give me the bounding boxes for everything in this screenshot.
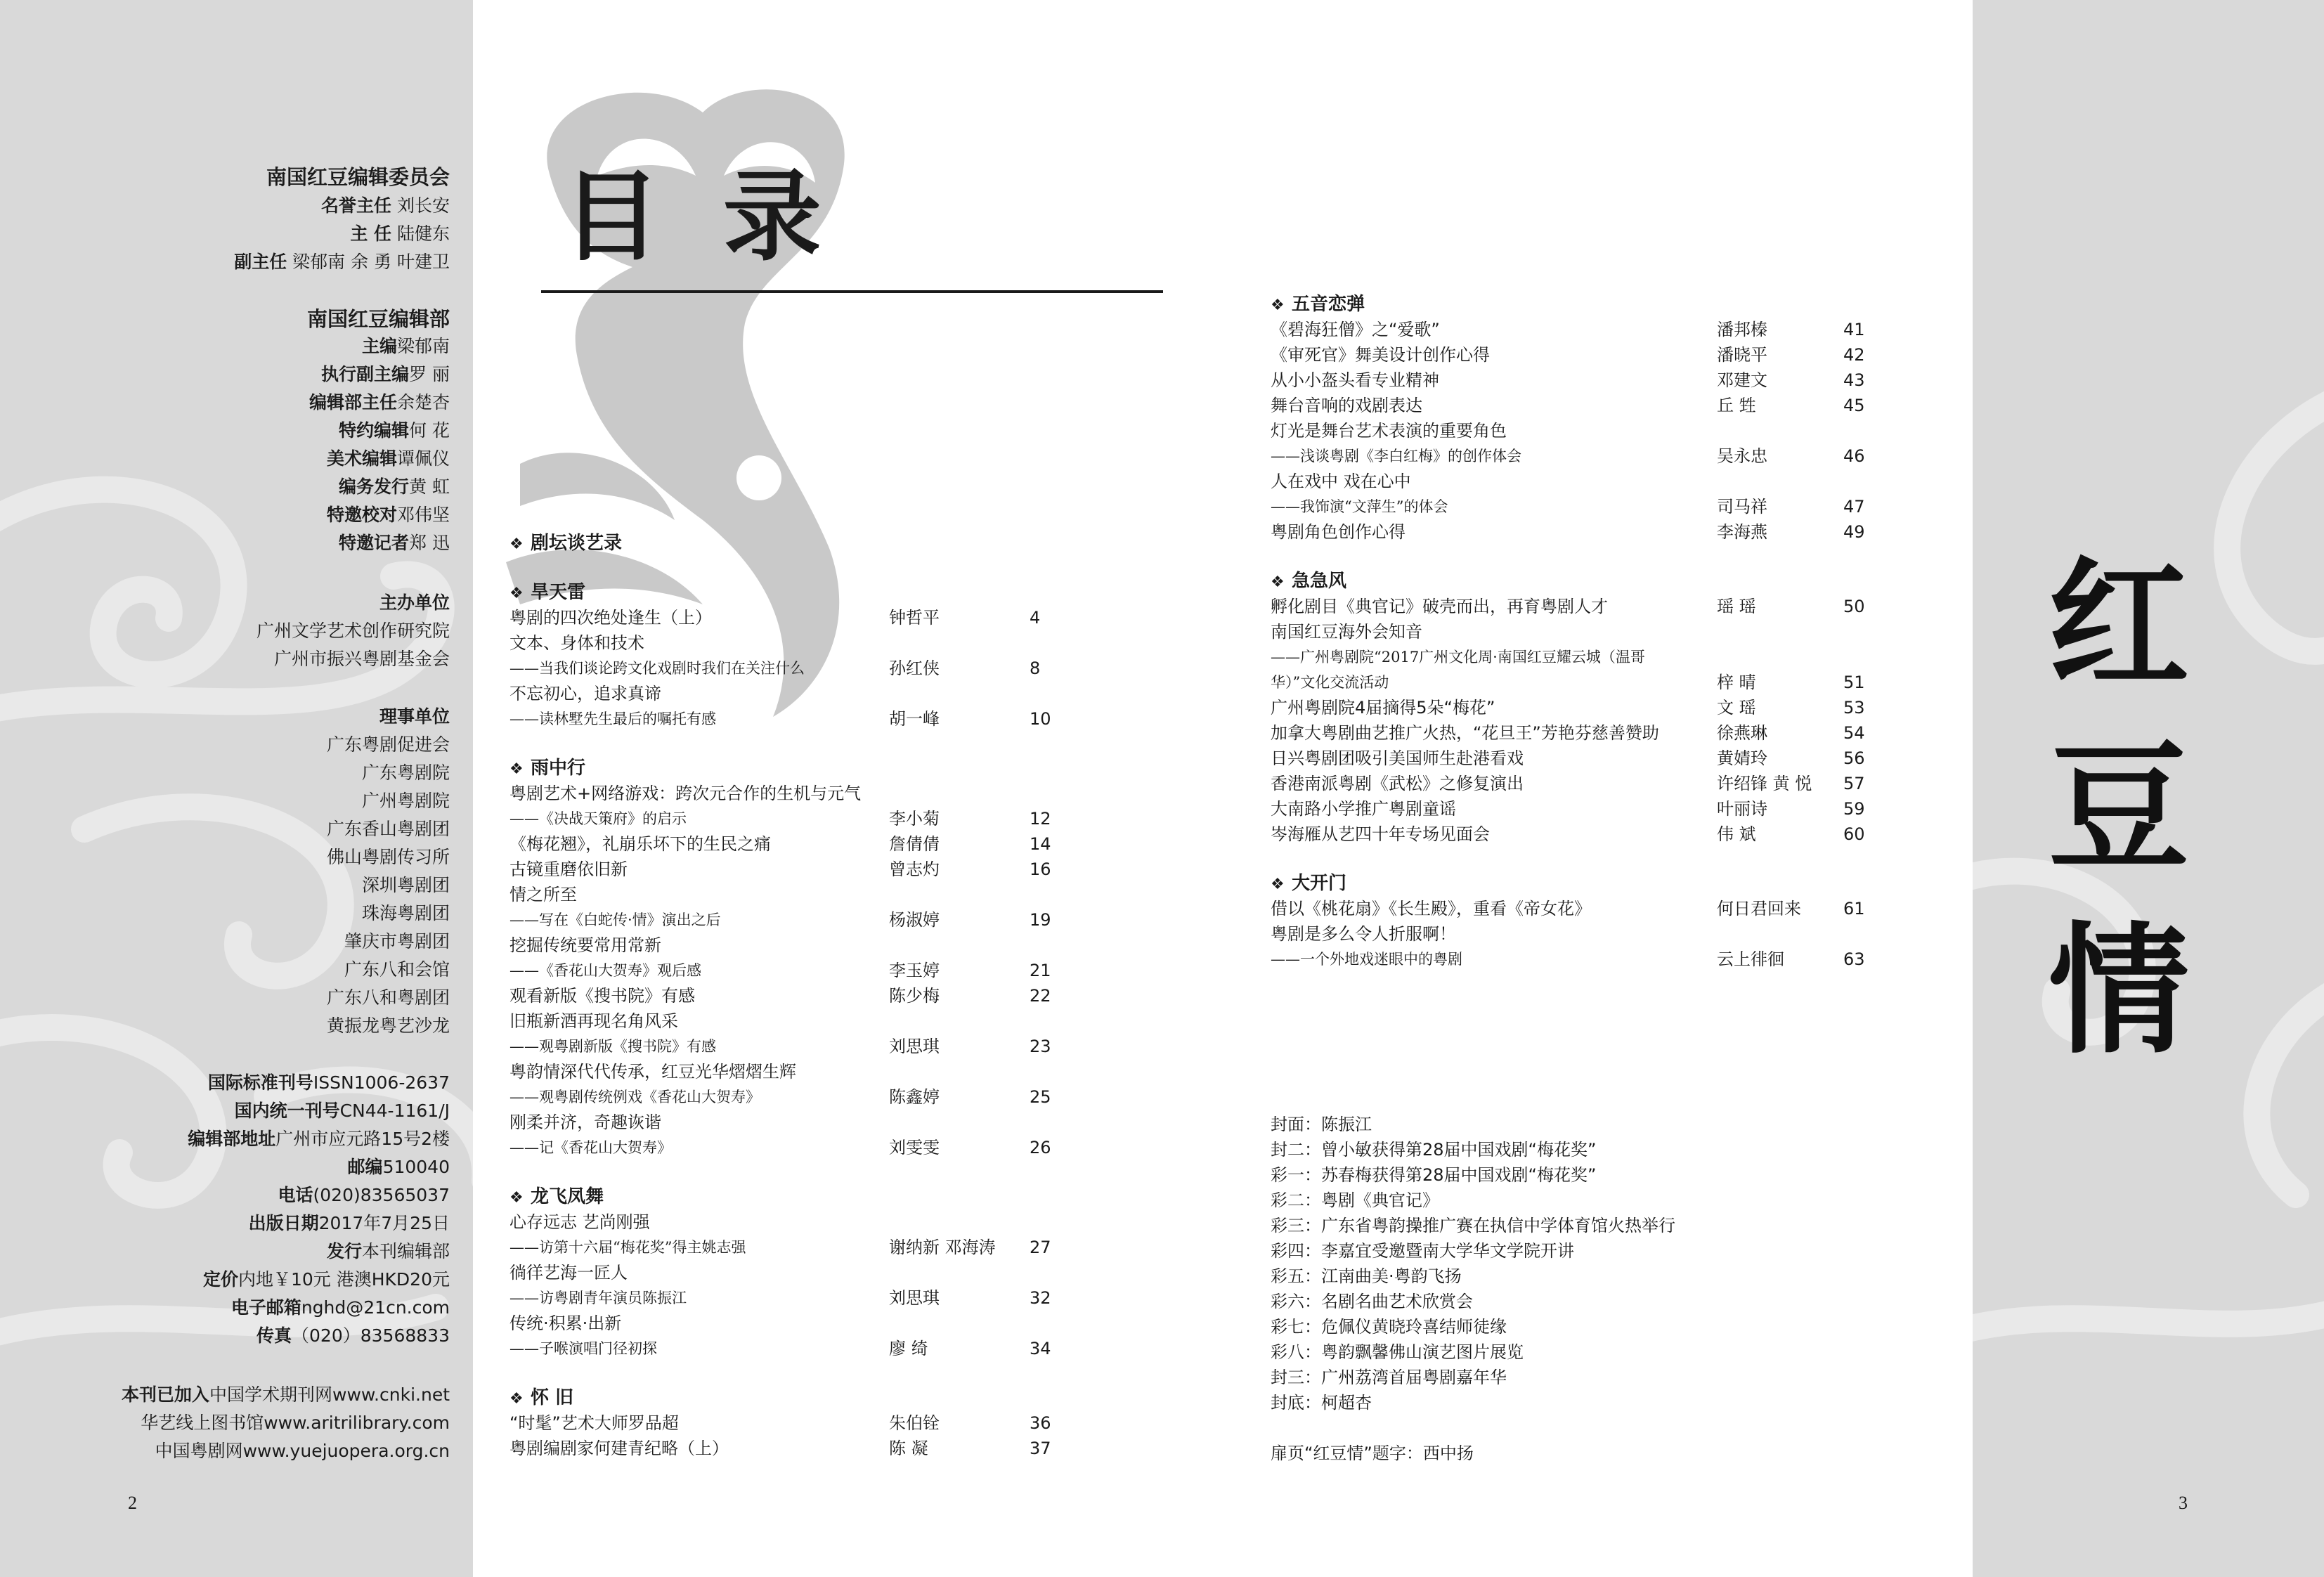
entry-author: 瑶 瑶 <box>1717 597 1756 616</box>
section-name: 龙飞凤舞 <box>531 1186 604 1207</box>
entry-author: 何日君回来 <box>1717 899 1801 919</box>
entry-title: 大南路小学推广粤剧童谣 <box>1271 799 1456 819</box>
entry-page: 61 <box>1843 899 1865 919</box>
info-row: 出版日期2017年7月25日 <box>248 1213 450 1233</box>
entry-title: 香港南派粤剧《武松》之修复演出 <box>1271 774 1524 793</box>
ornament-icon: ❖ <box>509 536 524 553</box>
council-item: 广东粤剧促进会 <box>326 734 450 755</box>
entry-author: 陈 凝 <box>889 1439 928 1458</box>
entry-page: 27 <box>1030 1238 1051 1257</box>
entry-author: 李玉婷 <box>889 961 940 980</box>
toc-entry[interactable] <box>509 1084 1142 1110</box>
entry-page: 60 <box>1843 824 1865 844</box>
entry-title: 《梅花翘》，礼崩乐坏下的生民之痛 <box>509 834 771 854</box>
council-item: 佛山粤剧传习所 <box>326 847 450 867</box>
committee-title: 南国红豆编辑委员会 <box>266 165 450 189</box>
credit-line: 彩五：江南曲美·粤韵飞扬 <box>1271 1266 1462 1286</box>
title-credit: 扉页“红豆情”题字：西中扬 <box>1271 1443 1474 1463</box>
dept-row: 特邀记者郑 迅 <box>339 533 450 553</box>
entry-author: 邓建文 <box>1717 370 1767 390</box>
entry-title: ——《决战天策府》的启示 <box>509 810 687 827</box>
ornament-icon: ❖ <box>509 585 524 602</box>
credit-line: 彩二：粤剧《典官记》 <box>1271 1190 1439 1210</box>
toc-entry[interactable] <box>509 1110 1142 1135</box>
entry-title: 刚柔并济，奇趣诙谐 <box>509 1112 661 1132</box>
entry-title: 旧瓶新酒再现名角风采 <box>509 1011 678 1031</box>
dept-row: 执行副主编罗 丽 <box>321 364 450 384</box>
toc-entry[interactable] <box>1271 720 1903 746</box>
credit-line: 封底：柯超杏 <box>1271 1393 1372 1413</box>
entry-title: 孵化剧目《典官记》破壳而出，再育粤剧人才 <box>1271 597 1608 616</box>
toc-entry[interactable] <box>1271 695 1903 720</box>
entry-author: 陈鑫婷 <box>889 1087 940 1107</box>
info-row: 邮编510040 <box>347 1157 450 1177</box>
ornament-icon: ❖ <box>509 760 524 778</box>
toc-entry[interactable] <box>509 907 1142 933</box>
entry-title: 岑海雁从艺四十年专场见面会 <box>1271 824 1490 844</box>
toc-entry[interactable] <box>509 1285 1142 1311</box>
entry-title: 舞台音响的戏剧表达 <box>1271 396 1422 415</box>
info-row: 电子邮箱nghd@21cn.com <box>231 1297 450 1318</box>
toc-entry[interactable] <box>1271 947 1903 972</box>
section-heading <box>1271 292 1365 318</box>
toc-entry[interactable] <box>1271 418 1903 443</box>
index-link: 华艺线上图书馆www.aritrilibrary.com <box>141 1413 450 1433</box>
council-item: 黄振龙粤艺沙龙 <box>326 1015 450 1036</box>
credit-line: 彩八：粤韵飘馨佛山演艺图片展览 <box>1271 1342 1524 1362</box>
page-number-right: 3 <box>2179 1493 2188 1513</box>
entry-author: 钟哲平 <box>889 608 940 628</box>
toc-entry[interactable] <box>1271 771 1903 796</box>
entry-title: ——我饰演“文萍生”的体会 <box>1271 498 1448 515</box>
toc-entry[interactable] <box>509 605 1142 630</box>
calligraphy-love: 情 <box>2049 908 2190 1073</box>
council-item: 广东粤剧院 <box>361 762 450 783</box>
toc-entry[interactable] <box>509 630 1142 656</box>
entry-page: 37 <box>1030 1439 1051 1458</box>
dept-row: 编务发行黄 虹 <box>339 476 450 497</box>
entry-title: 灯光是舞台艺术表演的重要角色 <box>1271 421 1507 441</box>
committee-row: 主 任 陆健东 <box>350 223 450 244</box>
toc-entry[interactable] <box>509 1235 1142 1260</box>
entry-page: 34 <box>1030 1339 1051 1358</box>
entry-author: 刘雯雯 <box>889 1138 940 1157</box>
section-name: 大开门 <box>1292 873 1347 894</box>
toc-entry[interactable] <box>509 1260 1142 1285</box>
toc-entry[interactable] <box>509 1034 1142 1059</box>
credit-line: 彩七：危佩仪黄晓玲喜结师徒缘 <box>1271 1317 1507 1337</box>
entry-author: 云上徘徊 <box>1717 949 1784 969</box>
entry-author: 许绍锋 黄 悦 <box>1717 774 1812 793</box>
entry-title: 《碧海狂僧》之“爱歌” <box>1271 320 1440 339</box>
host-item: 广州文学艺术创作研究院 <box>256 621 450 641</box>
ornament-icon: ❖ <box>509 1189 524 1207</box>
entry-title: 日兴粤剧团吸引美国师生赴港看戏 <box>1271 748 1524 768</box>
entry-title: ——《香花山大贺寿》观后感 <box>509 962 701 979</box>
entry-page: 32 <box>1030 1288 1051 1308</box>
entry-title: ——访粤剧青年演员陈振江 <box>509 1290 687 1306</box>
entry-page: 53 <box>1843 698 1865 718</box>
entry-title: 粤剧编剧家何建青纪略（上） <box>509 1439 729 1458</box>
section-name: 怀 旧 <box>531 1387 574 1408</box>
entry-title: ——观粤剧新版《搜书院》有感 <box>509 1038 716 1055</box>
toc-entry[interactable] <box>1271 317 1903 342</box>
entry-page: 22 <box>1030 986 1051 1006</box>
toc-entry[interactable] <box>509 706 1142 732</box>
entry-page: 49 <box>1843 522 1865 542</box>
ornament-icon: ❖ <box>1271 573 1285 591</box>
toc-entry[interactable] <box>1271 594 1903 619</box>
toc-title: 目 录 <box>562 160 836 275</box>
entry-author: 吴永忠 <box>1717 446 1767 466</box>
entry-author: 朱伯铨 <box>889 1413 940 1433</box>
entry-author: 伟 斌 <box>1717 824 1756 844</box>
entry-page: 54 <box>1843 723 1865 743</box>
entry-title: 从小小盔头看专业精神 <box>1271 370 1439 390</box>
info-row: 电话(020)83565037 <box>278 1185 450 1205</box>
entry-page: 16 <box>1030 859 1051 879</box>
section-name: 五音恋弹 <box>1292 294 1365 315</box>
council-item: 广东香山粤剧团 <box>326 819 450 839</box>
entry-title: 挖掘传统要常用常新 <box>509 935 661 955</box>
entry-title: 文本、身体和技术 <box>509 633 644 653</box>
index-link: 中国粤剧网www.yuejuopera.org.cn <box>155 1441 450 1461</box>
dept-row: 主编梁郁南 <box>361 336 450 356</box>
entry-author: 黄婧玲 <box>1717 748 1767 768</box>
entry-title: 粤剧艺术+网络游戏：跨次元合作的生机与元气 <box>509 784 862 803</box>
section-heading <box>1271 569 1346 595</box>
entry-author: 胡一峰 <box>889 709 940 729</box>
entry-author: 刘思琪 <box>889 1037 940 1056</box>
toc-entry[interactable] <box>509 857 1142 882</box>
toc-entry[interactable] <box>509 806 1142 831</box>
toc-entry[interactable] <box>509 983 1142 1008</box>
toc-entry[interactable] <box>1271 644 1903 670</box>
toc-entry[interactable] <box>1271 368 1903 393</box>
entry-author: 李海燕 <box>1717 522 1767 542</box>
toc-entry[interactable] <box>1271 519 1903 545</box>
toc-entry[interactable] <box>1271 469 1903 494</box>
entry-author: 曾志灼 <box>889 859 940 879</box>
entry-page: 59 <box>1843 799 1865 819</box>
dept-title: 南国红豆编辑部 <box>306 307 450 331</box>
entry-title: 粤韵情深代代传承，红豆光华熠熠生辉 <box>509 1062 796 1082</box>
toc-column-right <box>1271 0 1903 984</box>
entry-page: 41 <box>1843 320 1865 339</box>
entry-author: 潘邦榛 <box>1717 320 1767 339</box>
toc-entry[interactable] <box>509 1436 1142 1461</box>
toc-entry[interactable] <box>1271 896 1903 921</box>
toc-entry[interactable] <box>1271 342 1903 368</box>
ornament-icon: ❖ <box>1271 876 1285 893</box>
council-item: 珠海粤剧团 <box>361 903 450 923</box>
right-side-panel <box>1973 0 2324 1577</box>
ornament-icon: ❖ <box>509 1390 524 1408</box>
section-name: 急急风 <box>1292 571 1347 592</box>
toc-entry[interactable] <box>1271 670 1903 695</box>
entry-title: ——写在《白蛇传·情》演出之后 <box>509 911 721 928</box>
entry-title: ——观粤剧传统例戏《香花山大贺寿》 <box>509 1089 760 1105</box>
section-heading <box>509 755 585 782</box>
entry-page: 14 <box>1030 834 1051 854</box>
info-row: 定价内地￥10元 港澳HKD20元 <box>202 1269 450 1290</box>
calligraphy-bean: 豆 <box>2049 725 2190 890</box>
entry-author: 文 瑶 <box>1717 698 1756 718</box>
entry-title: ——当我们谈论跨文化戏剧时我们在关注什么 <box>509 660 805 677</box>
host-title: 主办单位 <box>379 592 450 613</box>
dept-row: 特约编辑何 花 <box>339 420 450 441</box>
toc-entry[interactable] <box>509 681 1142 706</box>
toc-entry[interactable] <box>509 1410 1142 1436</box>
entry-page: 43 <box>1843 370 1865 390</box>
section-heading <box>1271 871 1346 897</box>
toc-entry[interactable] <box>509 882 1142 907</box>
entry-author: 徐燕琳 <box>1717 723 1767 743</box>
entry-title: ——浅谈粤剧《李白红梅》的创作体会 <box>1271 448 1521 465</box>
info-row: 发行本刊编辑部 <box>326 1241 450 1261</box>
entry-title: ——访第十六届“梅花奖”得主姚志强 <box>509 1239 746 1256</box>
toc-entry[interactable] <box>509 1135 1142 1160</box>
entry-page: 25 <box>1030 1087 1051 1107</box>
toc-entry[interactable] <box>1271 822 1903 847</box>
entry-page: 50 <box>1843 597 1865 616</box>
entry-author: 司马祥 <box>1717 497 1767 517</box>
entry-author: 叶丽诗 <box>1717 799 1767 819</box>
entry-title: 情之所至 <box>509 885 577 904</box>
dept-row: 美术编辑谭佩仪 <box>326 448 450 469</box>
entry-author: 潘晓平 <box>1717 345 1767 365</box>
toc-entry[interactable] <box>509 831 1142 857</box>
entry-author: 刘思琪 <box>889 1288 940 1308</box>
council-item: 深圳粤剧团 <box>361 875 450 895</box>
toc-column-left <box>509 0 1177 1577</box>
toc-entry[interactable] <box>509 1336 1142 1361</box>
entry-page: 12 <box>1030 809 1051 829</box>
committee-row: 副主任 梁郁南 余 勇 叶建卫 <box>234 252 450 272</box>
entry-author: 詹倩倩 <box>889 834 940 854</box>
entry-author: 孙红侠 <box>889 658 940 678</box>
entry-title: ——广州粤剧院“2017广州文化周·南国红豆耀云城（温哥 <box>1271 649 1645 666</box>
entry-title: 心存远志 艺尚刚强 <box>509 1212 650 1232</box>
illustration-credits <box>1271 1112 1903 1505</box>
entry-title: 粤剧是多么令人折服啊！ <box>1271 924 1456 944</box>
entry-page: 23 <box>1030 1037 1051 1056</box>
entry-page: 57 <box>1843 774 1865 793</box>
toc-entry[interactable] <box>509 656 1142 681</box>
entry-author: 丘 甡 <box>1717 396 1756 415</box>
entry-title: ——子喉演唱门径初探 <box>509 1340 657 1357</box>
page-number-left: 2 <box>128 1493 137 1513</box>
entry-title: 粤剧角色创作心得 <box>1271 522 1406 542</box>
entry-author: 廖 绮 <box>889 1339 928 1358</box>
committee-row: 名誉主任 刘长安 <box>321 195 450 216</box>
toc-entry[interactable] <box>1271 443 1903 469</box>
toc-entry[interactable] <box>1271 746 1903 771</box>
entry-title: 南国红豆海外会知音 <box>1271 622 1422 642</box>
info-row: 国内统一刊号CN44-1161/J <box>234 1101 450 1121</box>
toc-entry[interactable] <box>509 781 1142 806</box>
council-item: 广东八和会馆 <box>344 959 450 980</box>
entry-page: 47 <box>1843 497 1865 517</box>
entry-page: 10 <box>1030 709 1051 729</box>
entry-title: ——读林墅先生最后的嘱托有感 <box>509 710 716 727</box>
entry-title: 粤剧的四次绝处逢生（上） <box>509 608 712 628</box>
info-row: 传真（020）83568833 <box>257 1325 450 1346</box>
entry-title: 古镜重磨依旧新 <box>509 859 628 879</box>
entry-title: 不忘初心，追求真谛 <box>509 684 661 703</box>
entry-title: 广州粤剧院4届摘得5朵“梅花” <box>1271 698 1495 718</box>
info-row: 国际标准刊号ISSN1006-2637 <box>207 1072 450 1093</box>
entry-author: 李小菊 <box>889 809 940 829</box>
entry-page: 19 <box>1030 910 1051 930</box>
entry-title: “时髦”艺术大师罗品超 <box>509 1413 679 1433</box>
entry-page: 4 <box>1030 608 1041 628</box>
dept-row: 编辑部主任余楚杏 <box>309 392 450 413</box>
section-heading <box>509 531 622 557</box>
entry-page: 45 <box>1843 396 1865 415</box>
council-item: 广州粤剧院 <box>361 791 450 811</box>
credit-line: 封三：广州荔湾首届粤剧嘉年华 <box>1271 1368 1507 1387</box>
entry-page: 21 <box>1030 961 1051 980</box>
entry-page: 46 <box>1843 446 1865 466</box>
toc-entry[interactable] <box>509 933 1142 958</box>
toc-entry[interactable] <box>509 1059 1142 1084</box>
toc-entry[interactable] <box>1271 393 1903 418</box>
council-item: 肇庆市粤剧团 <box>344 931 450 952</box>
council-item: 广东八和粤剧团 <box>326 987 450 1008</box>
entry-page: 56 <box>1843 748 1865 768</box>
entry-page: 51 <box>1843 673 1865 692</box>
council-title: 理事单位 <box>379 706 450 727</box>
credit-line: 彩三：广东省粤韵操推广赛在执信中学体育馆火热举行 <box>1271 1216 1675 1235</box>
index-joined: 本刊已加入中国学术期刊网www.cnki.net <box>122 1384 450 1405</box>
toc-entry[interactable] <box>1271 619 1903 644</box>
toc-entry[interactable] <box>509 1209 1142 1235</box>
credit-line: 彩一：苏春梅获得第28届中国戏剧“梅花奖” <box>1271 1165 1597 1185</box>
toc-entry[interactable] <box>1271 796 1903 822</box>
entry-page: 36 <box>1030 1413 1051 1433</box>
entry-title: 徜徉艺海一匠人 <box>509 1263 628 1283</box>
entry-page: 42 <box>1843 345 1865 365</box>
credit-line: 彩四：李嘉宜受邀暨南大学华文学院开讲 <box>1271 1241 1574 1261</box>
toc-entry[interactable] <box>509 1008 1142 1034</box>
section-name: 雨中行 <box>531 758 586 779</box>
entry-author: 陈少梅 <box>889 986 940 1006</box>
entry-title: 借以《桃花扇》《长生殿》，重看《帝女花》 <box>1271 899 1591 919</box>
info-row: 编辑部地址广州市应元路15号2楼 <box>188 1129 450 1149</box>
toc-entry[interactable] <box>509 1311 1142 1336</box>
entry-title: 观看新版《搜书院》有感 <box>509 986 695 1006</box>
entry-title: 传统·积累·出新 <box>509 1313 622 1333</box>
calligraphy-red: 红 <box>2049 543 2190 708</box>
entry-title: ——一个外地戏迷眼中的粤剧 <box>1271 951 1462 968</box>
entry-page: 8 <box>1030 658 1041 678</box>
entry-page: 26 <box>1030 1138 1051 1157</box>
entry-title: 人在戏中 戏在心中 <box>1271 472 1411 491</box>
entry-author: 梓 晴 <box>1717 673 1756 692</box>
section-heading <box>509 580 585 606</box>
entry-title: ——记《香花山大贺寿》 <box>509 1139 672 1156</box>
entry-title: 加拿大粤剧曲艺推广火热，“花旦王”芳艳芬慈善赞助 <box>1271 723 1659 743</box>
section-heading <box>509 1385 573 1412</box>
toc-entry[interactable] <box>1271 921 1903 947</box>
ornament-icon: ❖ <box>1271 297 1285 314</box>
section-heading <box>509 1184 604 1211</box>
entry-author: 杨淑婷 <box>889 910 940 930</box>
toc-entry[interactable] <box>509 958 1142 983</box>
credit-line: 彩六：名剧名曲艺术欣赏会 <box>1271 1292 1473 1311</box>
entry-title: 《审死官》舞美设计创作心得 <box>1271 345 1490 365</box>
dept-row: 特邀校对邓伟坚 <box>326 505 450 525</box>
section-name: 剧坛谈艺录 <box>531 533 623 554</box>
credit-line: 封二：曾小敏获得第28届中国戏剧“梅花奖” <box>1271 1140 1597 1160</box>
entry-author: 谢纳新 邓海涛 <box>889 1238 996 1257</box>
host-item: 广州市振兴粤剧基金会 <box>273 649 450 669</box>
toc-entry[interactable] <box>1271 494 1903 519</box>
credit-line: 封面：陈振江 <box>1271 1115 1372 1134</box>
entry-page: 63 <box>1843 949 1865 969</box>
entry-title: 华）”文化交流活动 <box>1271 674 1389 691</box>
section-name: 旱天雷 <box>531 582 586 603</box>
